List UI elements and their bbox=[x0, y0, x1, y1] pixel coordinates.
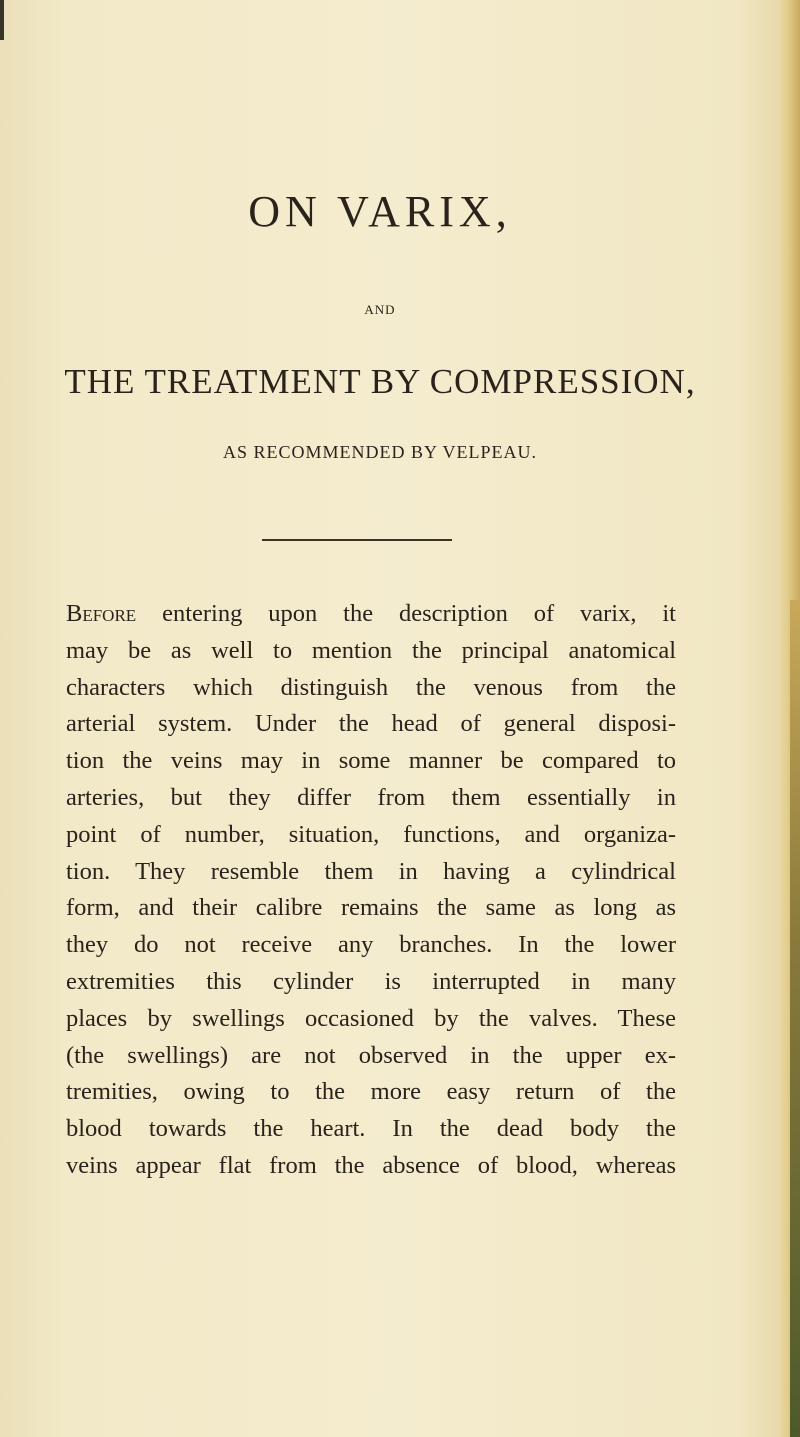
text-line: blood towards the heart. In the dead body the bbox=[66, 1115, 676, 1143]
text-line: (the swellings) are not observed in the upper ex- bbox=[66, 1041, 676, 1069]
first-line-rest: entering upon the description of varix, it bbox=[136, 600, 676, 627]
title-conjunction: AND bbox=[364, 302, 396, 317]
text-line-1 bbox=[66, 596, 676, 633]
page-binding-edge bbox=[790, 600, 800, 1437]
text-line: they do not receive any branches. In the lower bbox=[66, 931, 676, 959]
page-edge-left bbox=[0, 0, 4, 40]
section-divider bbox=[262, 539, 452, 541]
text-line: point of number, situation, functions, and organiza- bbox=[66, 820, 676, 848]
text-line: tion. They resemble them in having a cylindrical bbox=[66, 857, 676, 885]
text-line: tremities, owing to the more easy return of the bbox=[66, 1078, 676, 1106]
text-line: form, and their calibre remains the same as long as bbox=[66, 894, 676, 922]
chapter-subtitle: THE TREATMENT BY COMPRESSION, bbox=[64, 362, 696, 401]
opening-word: Before bbox=[66, 600, 137, 627]
text-line: places by swellings occasioned by the valves. These bbox=[66, 1004, 676, 1032]
body-paragraph bbox=[66, 596, 676, 1185]
text-line: extremities this cylinder is interrupted in many bbox=[66, 967, 676, 995]
text-line: may be as well to mention the principal anatomical bbox=[66, 636, 676, 664]
text-line: arteries, but they differ from them essentially in bbox=[66, 783, 676, 811]
text-line: arterial system. Under the head of general disposi- bbox=[66, 710, 676, 738]
text-line: tion the veins may in some manner be compared to bbox=[66, 747, 676, 775]
text-line: characters which distinguish the venous from the bbox=[66, 673, 676, 701]
text-line: veins appear flat from the absence of blood, whereas bbox=[66, 1151, 676, 1179]
chapter-byline: AS RECOMMENDED BY VELPEAU. bbox=[222, 442, 538, 462]
chapter-title: ON VARIX, bbox=[248, 187, 512, 236]
